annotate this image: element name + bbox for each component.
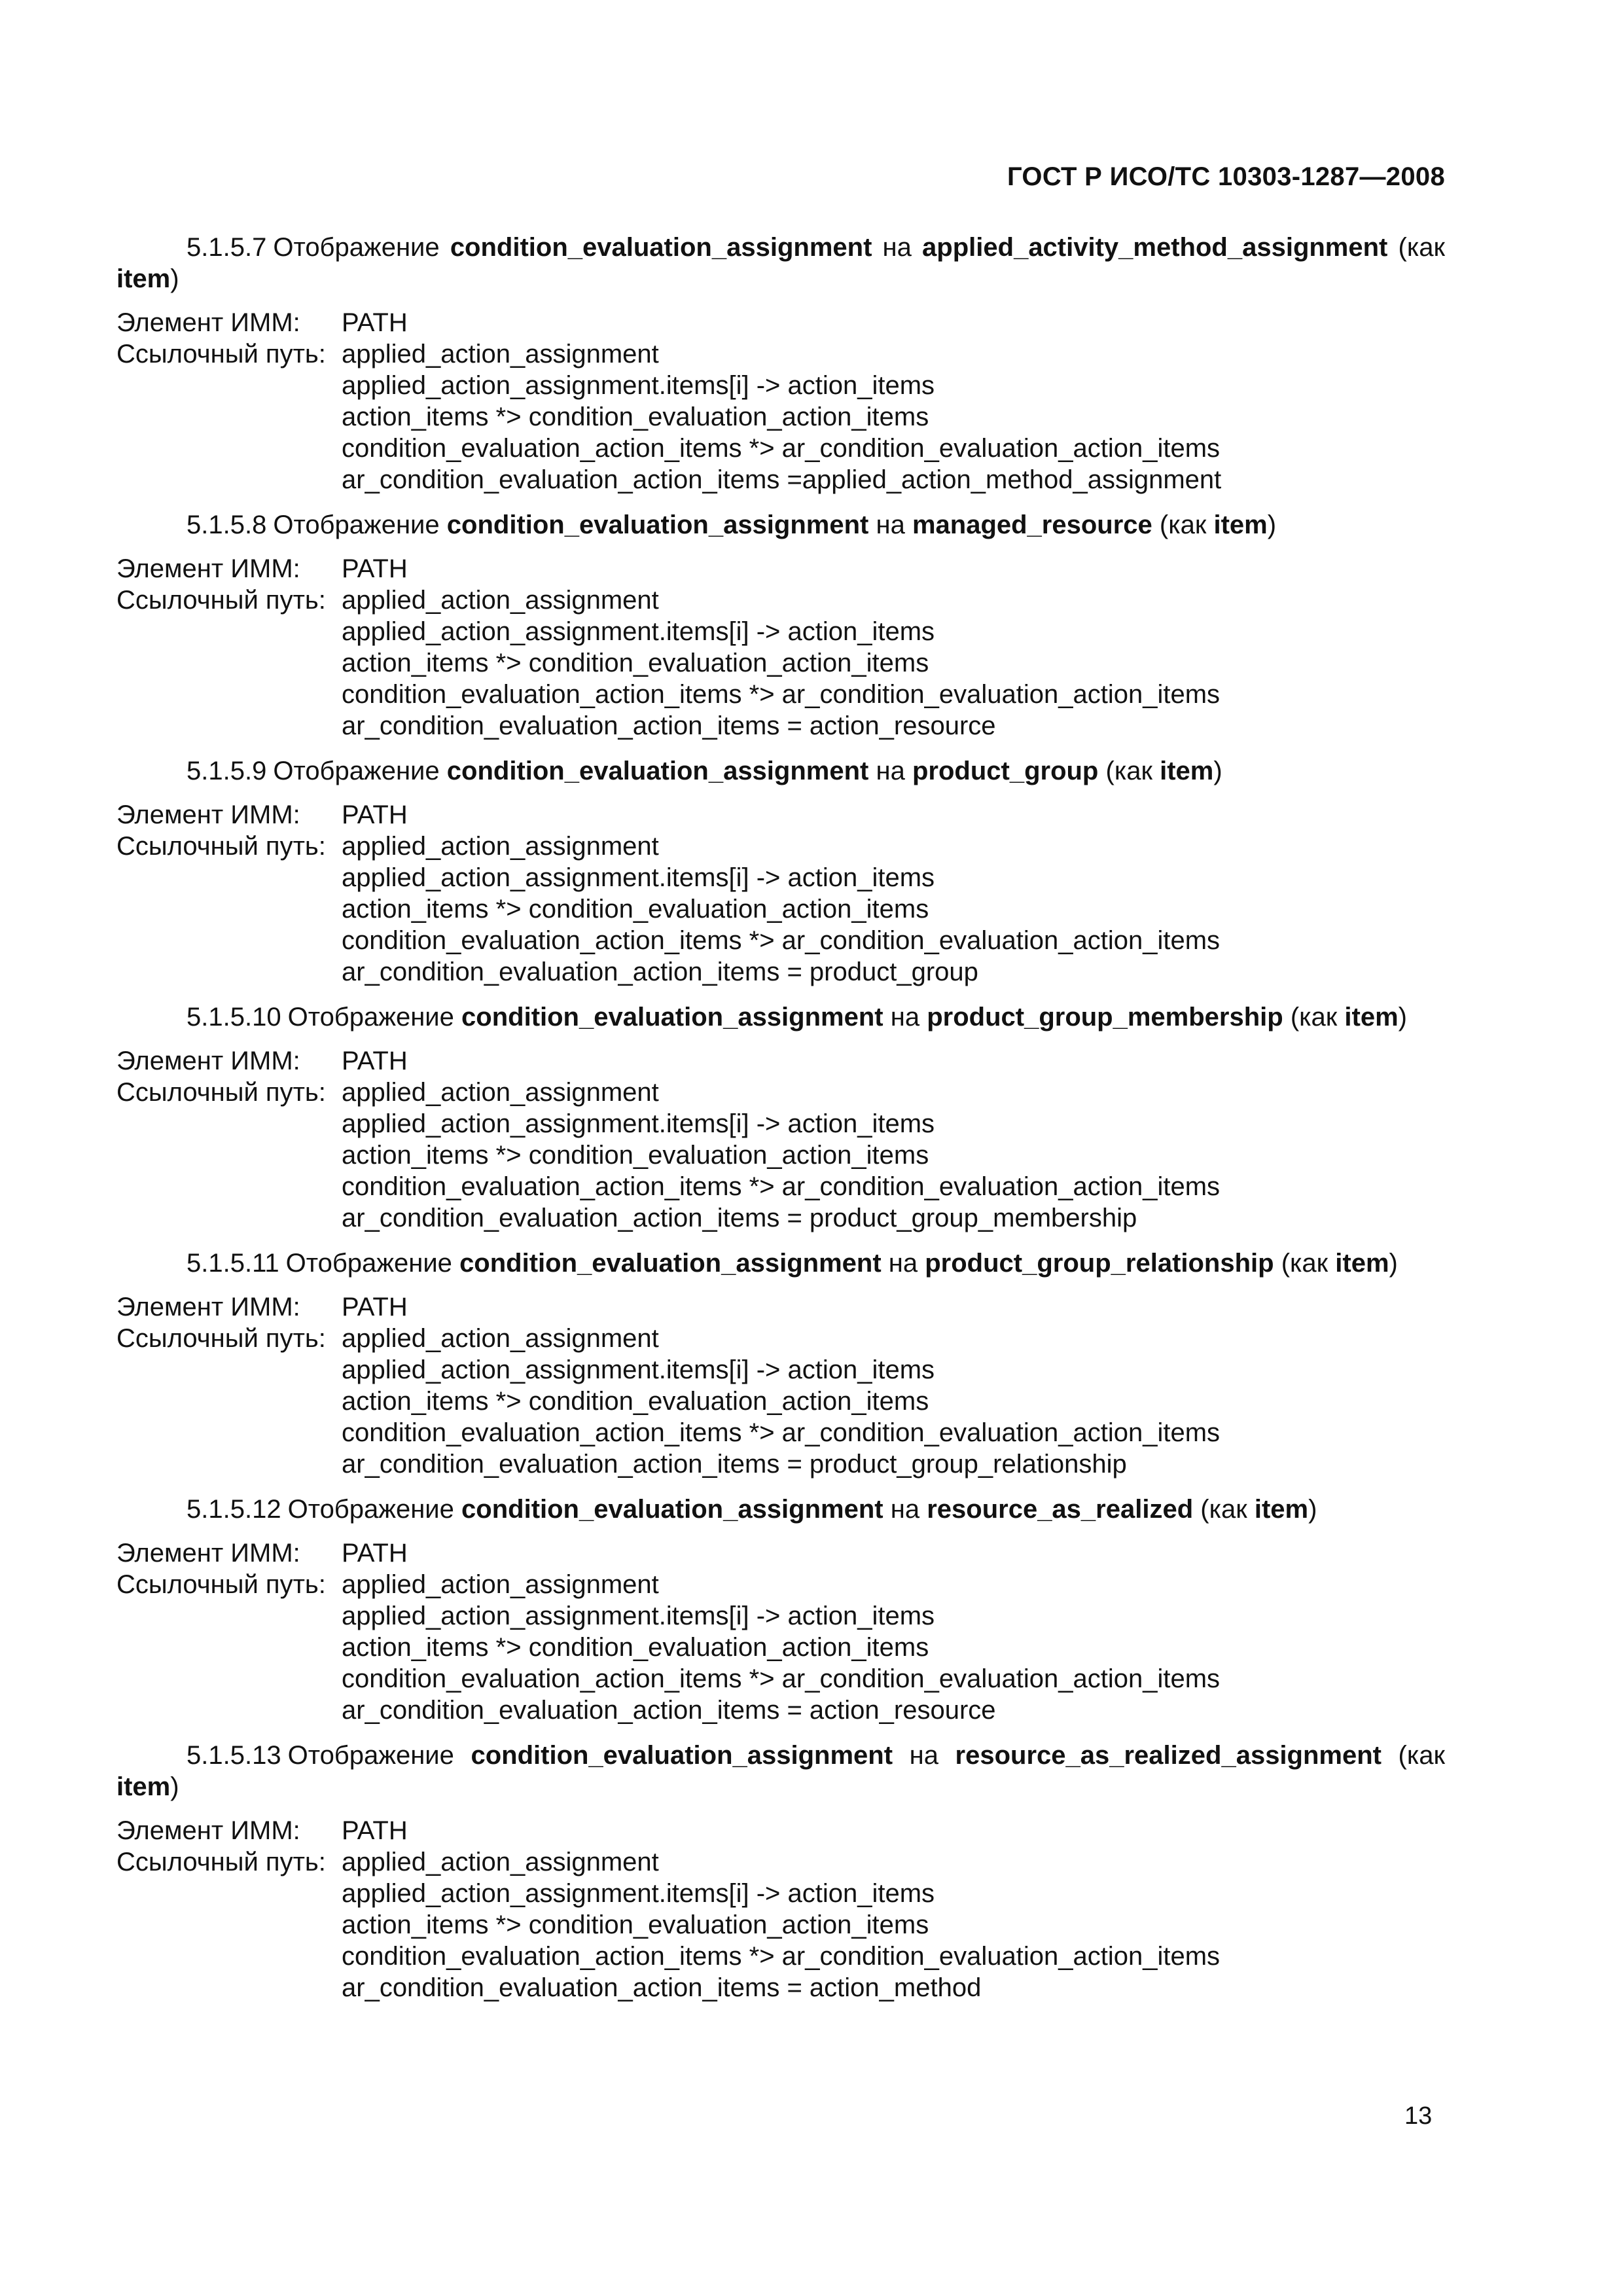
element-value: PATH [342,1293,408,1321]
close-paren: ) [170,1772,179,1801]
as-item: item [1254,1495,1309,1524]
section-number: 5.1.5.10 [187,1003,281,1031]
ref-path-row [116,831,1445,862]
mapping-section [116,1494,1445,1726]
path-line: ar_condition_evaluation_action_items = product_group [342,958,978,986]
as-item: item [1160,757,1214,785]
section-number: 5.1.5.9 [187,757,267,785]
as-open: (как [1398,1741,1445,1770]
source-entity: condition_evaluation_assignment [471,1741,893,1770]
on-word: на [909,1741,938,1770]
close-paren: ) [1308,1495,1317,1524]
ref-path-row [116,1323,1445,1354]
path-line: condition_evaluation_action_items *> ar_condition_evaluation_action_items [342,1418,1221,1447]
as-open: (как [1281,1249,1329,1278]
source-entity: condition_evaluation_assignment [446,757,869,785]
path-line: condition_evaluation_action_items *> ar_condition_evaluation_action_items [342,1172,1221,1201]
element-row [116,1815,1445,1846]
section-number: 5.1.5.12 [187,1495,281,1524]
path-line: action_items *> condition_evaluation_action_items [342,1387,929,1416]
element-value: PATH [342,1816,408,1845]
source-entity: condition_evaluation_assignment [446,511,869,539]
document-header: ГОСТ Р ИСО/ТС 10303-1287—2008 [1007,162,1445,191]
as-item: item [1213,511,1268,539]
as-open: (как [1398,233,1445,262]
section-heading [116,1740,1445,1803]
mapping-section [116,1247,1445,1480]
path-first-line: applied_action_assignment [342,1078,659,1107]
mapping-word: Отображение [287,1003,454,1031]
path-line: action_items *> condition_evaluation_action_items [342,1141,929,1170]
target-entity: product_group_membership [927,1003,1283,1031]
path-line: ar_condition_evaluation_action_items = product_group_membership [342,1204,1137,1232]
path-line: action_items *> condition_evaluation_action_items [342,403,929,431]
on-word: на [890,1495,920,1524]
ref-path-row [116,1077,1445,1108]
on-word: на [876,511,905,539]
ref-path-row [116,1846,1445,1878]
element-label: Элемент ИММ: [116,800,300,829]
path-line: ar_condition_evaluation_action_items =applied_action_method_assignment [342,465,1222,494]
ref-path-label: Ссылочный путь: [116,1848,326,1876]
ref-path-label: Ссылочный путь: [116,832,326,861]
close-paren: ) [1398,1003,1407,1031]
mapping-section [116,232,1445,495]
path-lines [116,862,1445,988]
section-heading [116,1494,1445,1525]
target-entity: product_group_relationship [925,1249,1274,1278]
element-label: Элемент ИММ: [116,1539,300,1568]
element-row [116,1537,1445,1569]
ref-path-label: Ссылочный путь: [116,1570,326,1599]
path-line: applied_action_assignment.items[i] -> action_items [342,863,935,892]
path-line: ar_condition_evaluation_action_items = product_group_relationship [342,1450,1127,1479]
path-line: applied_action_assignment.items[i] -> action_items [342,1879,935,1908]
source-entity: condition_evaluation_assignment [459,1249,882,1278]
path-first-line: applied_action_assignment [342,1570,659,1599]
element-value: PATH [342,1047,408,1075]
ref-path-label: Ссылочный путь: [116,1324,326,1353]
path-line: applied_action_assignment.items[i] -> action_items [342,617,935,646]
element-row [116,1291,1445,1323]
path-line: action_items *> condition_evaluation_action_items [342,649,929,677]
source-entity: condition_evaluation_assignment [461,1003,883,1031]
path-line: ar_condition_evaluation_action_items = action_resource [342,711,996,740]
as-item: item [116,1772,171,1801]
as-item: item [1335,1249,1389,1278]
path-line: applied_action_assignment.items[i] -> action_items [342,1355,935,1384]
element-value: PATH [342,800,408,829]
mapping-word: Отображение [273,511,440,539]
path-line: action_items *> condition_evaluation_action_items [342,895,929,924]
mapping-word: Отображение [287,1495,454,1524]
path-line: condition_evaluation_action_items *> ar_condition_evaluation_action_items [342,926,1221,955]
path-lines [116,1354,1445,1480]
element-value: PATH [342,554,408,583]
element-value: PATH [342,308,408,337]
target-entity: managed_resource [912,511,1152,539]
path-first-line: applied_action_assignment [342,1848,659,1876]
path-line: applied_action_assignment.items[i] -> action_items [342,1109,935,1138]
mapping-section [116,755,1445,988]
path-line: ar_condition_evaluation_action_items = action_method [342,1973,982,2002]
mapping-word: Отображение [273,233,440,262]
ref-path-row [116,338,1445,370]
path-lines [116,1600,1445,1726]
as-open: (как [1159,511,1207,539]
element-label: Элемент ИММ: [116,554,300,583]
ref-path-label: Ссылочный путь: [116,340,326,368]
path-lines [116,370,1445,495]
path-line: action_items *> condition_evaluation_action_items [342,1910,929,1939]
close-paren: ) [1267,511,1277,539]
path-line: action_items *> condition_evaluation_action_items [342,1633,929,1662]
path-line: applied_action_assignment.items[i] -> action_items [342,1602,935,1630]
path-line: condition_evaluation_action_items *> ar_condition_evaluation_action_items [342,1942,1221,1971]
on-word: на [876,757,905,785]
section-number: 5.1.5.11 [187,1249,279,1278]
element-row [116,307,1445,338]
mapping-word: Отображение [285,1249,452,1278]
element-label: Элемент ИММ: [116,1047,300,1075]
path-line: applied_action_assignment.items[i] -> action_items [342,371,935,400]
path-line: ar_condition_evaluation_action_items = action_resource [342,1696,996,1725]
element-label: Элемент ИММ: [116,1293,300,1321]
path-first-line: applied_action_assignment [342,1324,659,1353]
ref-path-row [116,584,1445,616]
as-open: (как [1290,1003,1338,1031]
element-row [116,553,1445,584]
element-row [116,799,1445,831]
path-lines [116,1108,1445,1234]
path-line: condition_evaluation_action_items *> ar_condition_evaluation_action_items [342,680,1221,709]
ref-path-row [116,1569,1445,1600]
on-word: на [888,1249,918,1278]
path-line: condition_evaluation_action_items *> ar_condition_evaluation_action_items [342,1664,1221,1693]
section-heading [116,232,1445,295]
as-item: item [1344,1003,1399,1031]
section-number: 5.1.5.7 [187,233,267,262]
close-paren: ) [1213,757,1222,785]
page-number: 13 [1404,2102,1433,2130]
source-entity: condition_evaluation_assignment [450,233,872,262]
element-label: Элемент ИММ: [116,1816,300,1845]
path-first-line: applied_action_assignment [342,832,659,861]
element-value: PATH [342,1539,408,1568]
path-lines [116,616,1445,742]
section-heading [116,755,1445,787]
section-heading [116,1001,1445,1033]
element-row [116,1045,1445,1077]
as-item: item [116,264,171,293]
path-line: condition_evaluation_action_items *> ar_condition_evaluation_action_items [342,434,1221,463]
source-entity: condition_evaluation_assignment [461,1495,883,1524]
mapping-section [116,1001,1445,1234]
element-label: Элемент ИММ: [116,308,300,337]
path-lines [116,1878,1445,2003]
document-body [116,232,1445,2017]
target-entity: resource_as_realized_assignment [955,1741,1382,1770]
section-heading [116,509,1445,541]
section-heading [116,1247,1445,1279]
mapping-section [116,509,1445,742]
target-entity: applied_activity_method_assignment [922,233,1388,262]
mapping-word: Отображение [273,757,440,785]
section-number: 5.1.5.8 [187,511,267,539]
target-entity: product_group [912,757,1099,785]
close-paren: ) [170,264,179,293]
path-first-line: applied_action_assignment [342,340,659,368]
ref-path-label: Ссылочный путь: [116,1078,326,1107]
close-paren: ) [1389,1249,1398,1278]
path-first-line: applied_action_assignment [342,586,659,615]
on-word: на [882,233,912,262]
target-entity: resource_as_realized [927,1495,1194,1524]
mapping-word: Отображение [287,1741,454,1770]
as-open: (как [1105,757,1152,785]
ref-path-label: Ссылочный путь: [116,586,326,615]
on-word: на [890,1003,920,1031]
as-open: (как [1200,1495,1247,1524]
mapping-section [116,1740,1445,2003]
section-number: 5.1.5.13 [187,1741,281,1770]
